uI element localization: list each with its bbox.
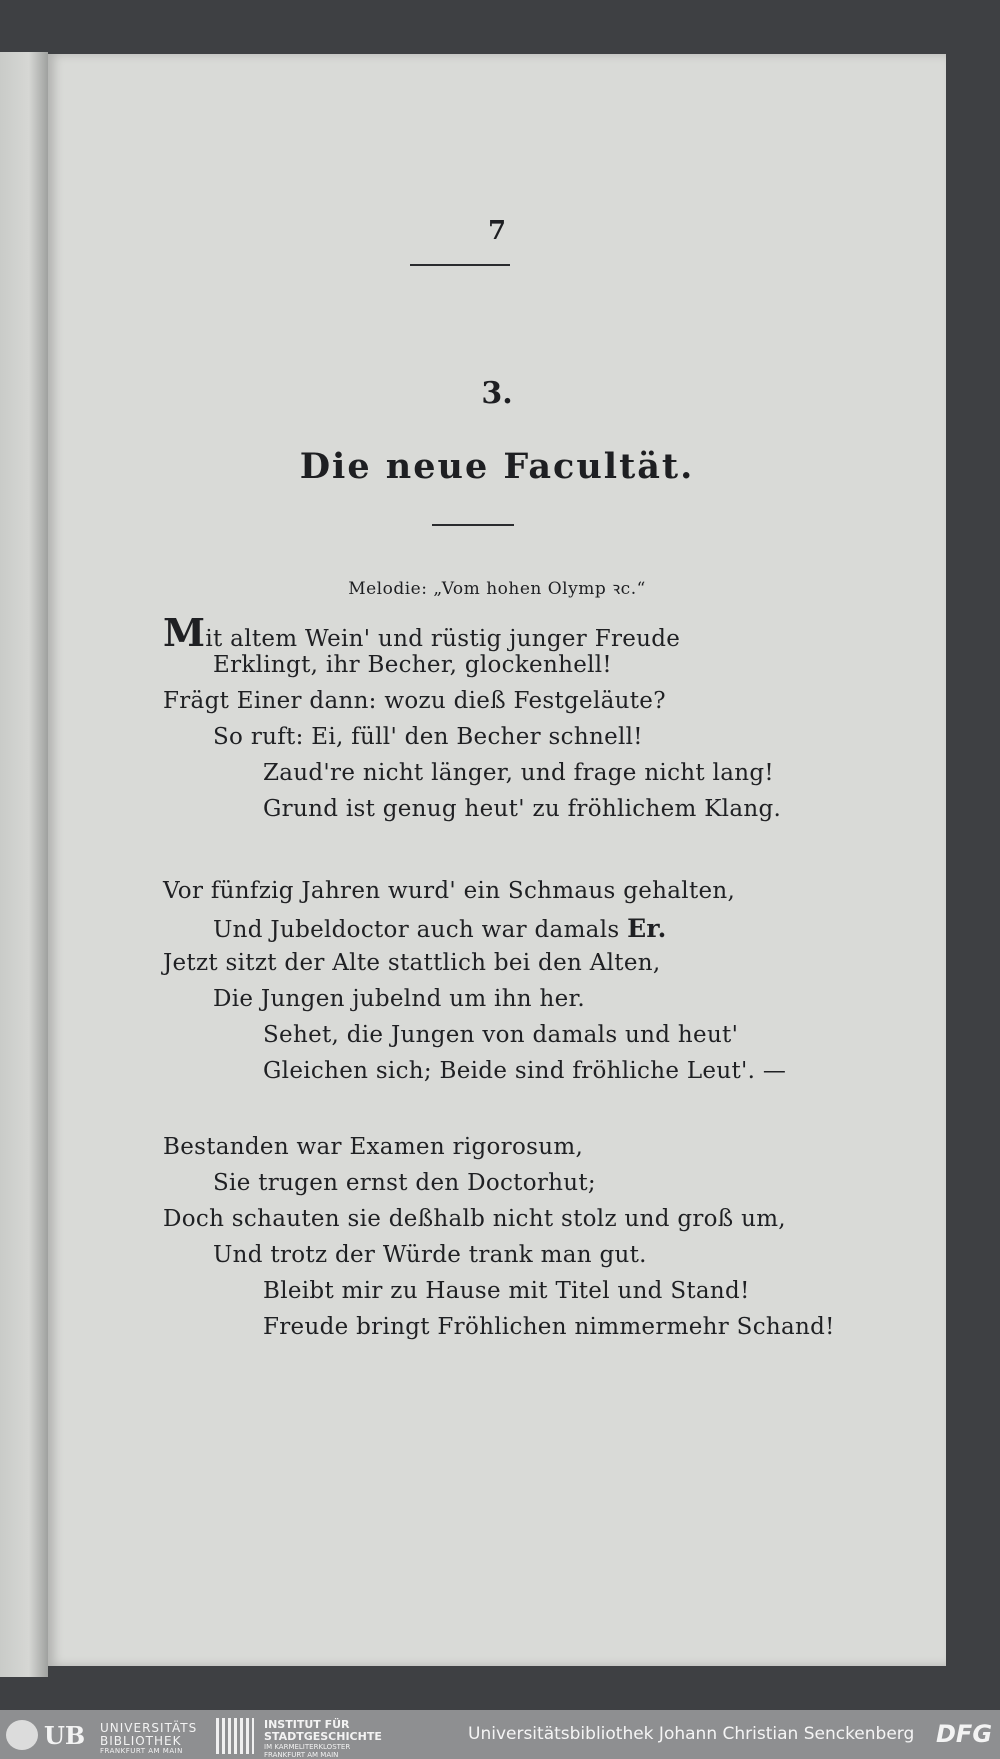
emphasized-word: Er. bbox=[627, 914, 667, 943]
song-title: Die neue Facultät. bbox=[299, 446, 695, 487]
stanza-2-line-6: Gleichen sich; Beide sind fröhliche Leut'. — bbox=[263, 1058, 787, 1084]
stanza-1-line-2: Erklingt, ihr Becher, glockenhell! bbox=[213, 652, 612, 678]
stanza-1-line-5: Zaud're nicht länger, und frage nicht lang! bbox=[263, 760, 774, 786]
stanza-1-line-1 bbox=[163, 610, 681, 655]
drop-capital: M bbox=[163, 610, 206, 655]
ub-name-line-1: UNIVERSITÄTS bbox=[100, 1721, 198, 1735]
institute-name-line-2: STADTGESCHICHTE bbox=[264, 1730, 382, 1743]
ub-city: FRANKFURT AM MAIN bbox=[100, 1747, 183, 1755]
dfg-logo[interactable]: DFG bbox=[936, 1720, 993, 1748]
stanza-3-line-3: Doch schauten sie deßhalb nicht stolz und groß um, bbox=[163, 1206, 786, 1232]
stanza-2-line-5: Sehet, die Jungen von damals und heut' bbox=[263, 1022, 739, 1048]
stanza-3-line-2: Sie trugen ernst den Doctorhut; bbox=[213, 1170, 596, 1196]
melody-note: Melodie: „Vom hohen Olymp ꝛc.“ bbox=[348, 579, 646, 599]
verse-text: Und Jubeldoctor auch war damals bbox=[213, 917, 628, 943]
facing-page-edge bbox=[0, 52, 48, 1677]
stanza-1-line-3: Frägt Einer dann: wozu dieß Festgeläute? bbox=[163, 688, 666, 714]
stanza-1-line-6: Grund ist genug heut' zu fröhlichem Klang. bbox=[263, 796, 782, 822]
institute-name-line-1: INSTITUT FÜR bbox=[264, 1718, 350, 1731]
title-rule bbox=[432, 524, 514, 526]
stanza-3-line-1: Bestanden war Examen rigorosum, bbox=[163, 1134, 584, 1160]
stanza-2-line-3: Jetzt sitzt der Alte stattlich bei den Alten, bbox=[163, 950, 661, 976]
institute-location: IM KARMELITERKLOSTER bbox=[264, 1743, 351, 1751]
library-credit[interactable]: Universitätsbibliothek Johann Christian Senckenberg bbox=[468, 1724, 915, 1744]
ub-abbreviation: UB bbox=[44, 1721, 86, 1750]
page-number: 7 bbox=[487, 216, 507, 246]
stanza-3-line-5: Bleibt mir zu Hause mit Titel und Stand! bbox=[263, 1278, 750, 1304]
stanza-1-line-4: So ruft: Ei, füll' den Becher schnell! bbox=[213, 724, 643, 750]
institute-city: FRANKFURT AM MAIN bbox=[264, 1751, 339, 1759]
book-page bbox=[48, 54, 946, 1666]
song-number: 3. bbox=[481, 376, 513, 411]
university-library-logo[interactable] bbox=[6, 1720, 38, 1750]
stanza-2-line-1: Vor fünfzig Jahren wurd' ein Schmaus gehalten, bbox=[163, 878, 736, 904]
stanza-3-line-6: Freude bringt Fröhlichen nimmermehr Schand! bbox=[263, 1314, 835, 1340]
footer-bar bbox=[0, 1710, 1000, 1759]
verse-text: it altem Wein' und rüstig junger Freude bbox=[205, 626, 681, 652]
stanza-2-line-4: Die Jungen jubelnd um ihn her. bbox=[213, 986, 585, 1012]
stanza-3-line-4: Und trotz der Würde trank man gut. bbox=[213, 1242, 647, 1268]
stanza-2-line-2 bbox=[213, 914, 667, 943]
institute-logo[interactable] bbox=[216, 1718, 254, 1754]
ub-name-line-2: BIBLIOTHEK bbox=[100, 1734, 182, 1748]
header-rule bbox=[410, 264, 510, 266]
